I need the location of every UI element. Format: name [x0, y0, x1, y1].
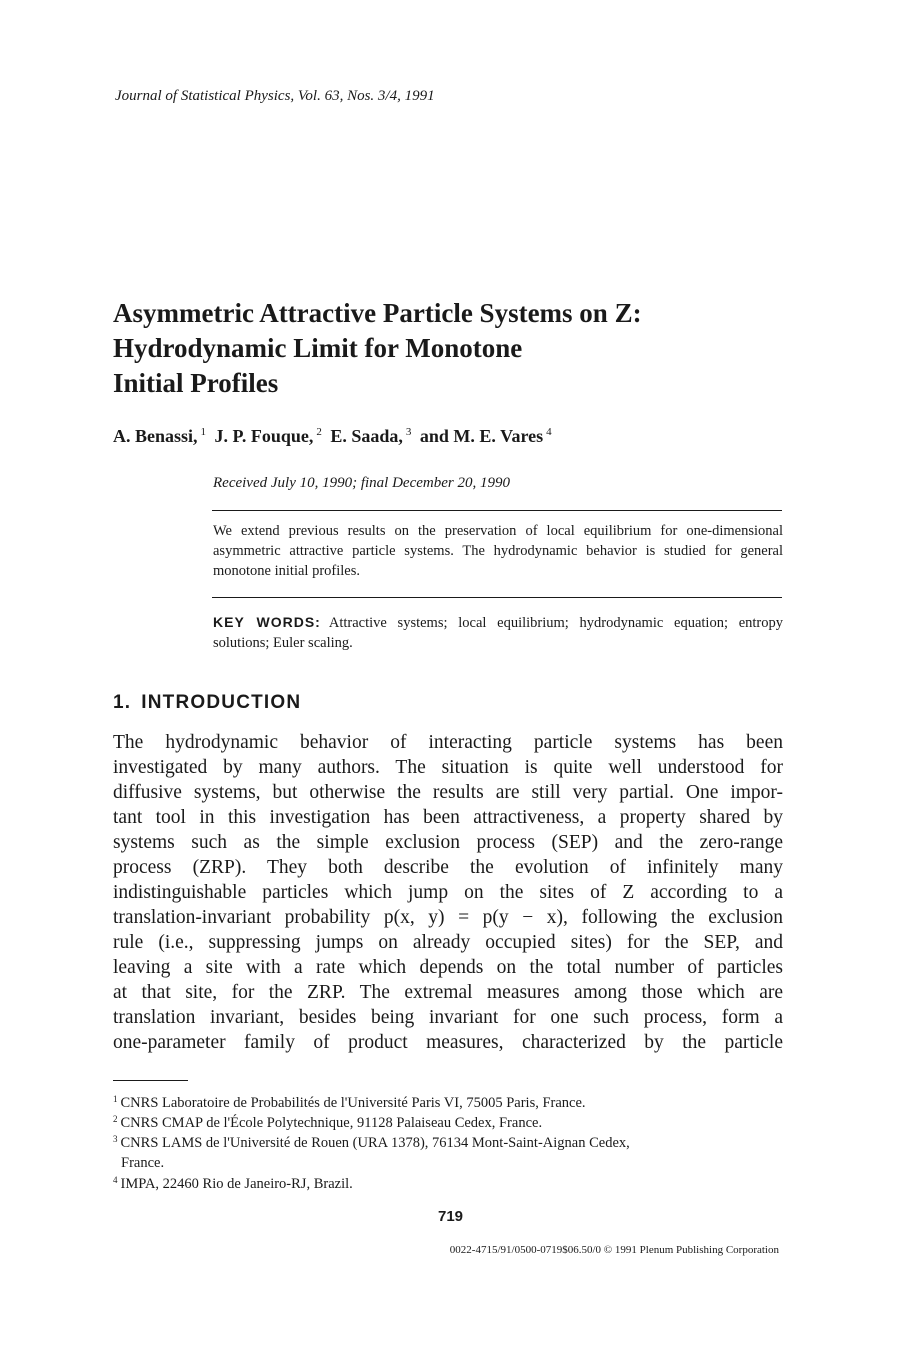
section-heading	[113, 692, 301, 714]
keywords-label: KEY WORDS:	[213, 614, 321, 630]
body-line: translation-invariant probability p(x, y) = p(y − x), following the exclusion	[113, 907, 783, 928]
footnote	[113, 1174, 783, 1194]
body-line: rule (i.e., suppressing jumps on already occupied sites) for the SEP, and	[113, 932, 783, 953]
footnote-marker: 2	[113, 1114, 118, 1124]
title-line: Hydrodynamic Limit for Monotone	[113, 333, 523, 363]
body-line: indistinguishable particles which jump on the sites of Z according to a	[113, 882, 783, 903]
body-line: translation invariant, besides being invariant for one such process, form a	[113, 1007, 783, 1028]
affiliation-marker: 4	[546, 426, 552, 438]
footnote-marker: 3	[113, 1134, 118, 1144]
footnote-continuation	[113, 1153, 791, 1173]
body-paragraph	[113, 730, 783, 1055]
body-line: investigated by many authors. The situation is quite well understood for	[113, 757, 783, 778]
body-line: systems such as the simple exclusion process (SEP) and the zero-range	[113, 832, 783, 853]
body-line: The hydrodynamic behavior of interacting particle systems has been	[113, 732, 783, 753]
section-number: 1.	[113, 692, 132, 713]
footnote-text: France.	[121, 1155, 165, 1171]
footnote-text: IMPA, 22460 Rio de Janeiro-RJ, Brazil.	[120, 1176, 353, 1192]
copyright-line: 0022-4715/91/0500-0719$06.50/0 © 1991 Plenum Publishing Corporation	[449, 1244, 779, 1256]
title-line: Initial Profiles	[113, 368, 279, 398]
footnote-text: CNRS LAMS de l'Université de Rouen (URA 1378), 76134 Mont-Saint-Aignan Cedex,	[120, 1135, 630, 1151]
footnote-text: CNRS CMAP de l'École Polytechnique, 91128 Palaiseau Cedex, France.	[120, 1115, 543, 1131]
author-name: A. Benassi,	[113, 426, 198, 446]
body-line: at that site, for the ZRP. The extremal measures among those which are	[113, 982, 783, 1003]
author-list	[113, 426, 556, 447]
keywords-text: Attractive systems; local equilibrium; hydrodynamic equation; entropy solutions; Euler scaling.	[213, 615, 784, 651]
affiliation-marker: 3	[405, 426, 412, 438]
footnote	[113, 1113, 783, 1133]
footnote	[113, 1093, 783, 1113]
page-number: 719	[437, 1208, 464, 1225]
author-name: and M. E. Vares	[419, 426, 544, 446]
body-line: one-parameter family of product measures, characterized by the particle	[113, 1032, 783, 1053]
title-line: Asymmetric Attractive Particle Systems on Z:	[113, 298, 642, 328]
abstract-top-rule	[212, 510, 782, 511]
abstract: We extend previous results on the preservation of local equilibrium for one-dimensional asymmetric attractive particle systems. The hydrodynamic behavior is studied for general monotone initial profiles.	[213, 523, 783, 579]
keywords	[213, 612, 783, 653]
received-dates: Received July 10, 1990; final December 20, 1990	[213, 475, 510, 491]
affiliation-marker: 1	[200, 426, 207, 438]
author-name: J. P. Fouque,	[214, 426, 314, 446]
footnote-rule	[113, 1080, 188, 1081]
section-title: INTRODUCTION	[141, 692, 302, 713]
body-line: tant tool in this investigation has been attractiveness, a property shared by	[113, 807, 783, 828]
journal-citation: Journal of Statistical Physics, Vol. 63, Nos. 3/4, 1991	[115, 88, 435, 104]
affiliation-marker: 2	[316, 426, 322, 438]
paper-title	[113, 296, 793, 401]
body-line: leaving a site with a rate which depends on the total number of particles	[113, 957, 783, 978]
footnote	[113, 1133, 783, 1153]
body-line: process (ZRP). They both describe the evolution of infinitely many	[113, 857, 783, 878]
body-line: diffusive systems, but otherwise the results are still very partial. One impor-	[113, 782, 783, 803]
footnote-marker: 4	[113, 1175, 118, 1185]
abstract-bottom-rule	[212, 597, 782, 598]
footnote-text: CNRS Laboratoire de Probabilités de l'Université Paris VI, 75005 Paris, France.	[120, 1095, 586, 1111]
footnote-marker: 1	[113, 1094, 118, 1104]
author-name: E. Saada,	[330, 426, 403, 446]
